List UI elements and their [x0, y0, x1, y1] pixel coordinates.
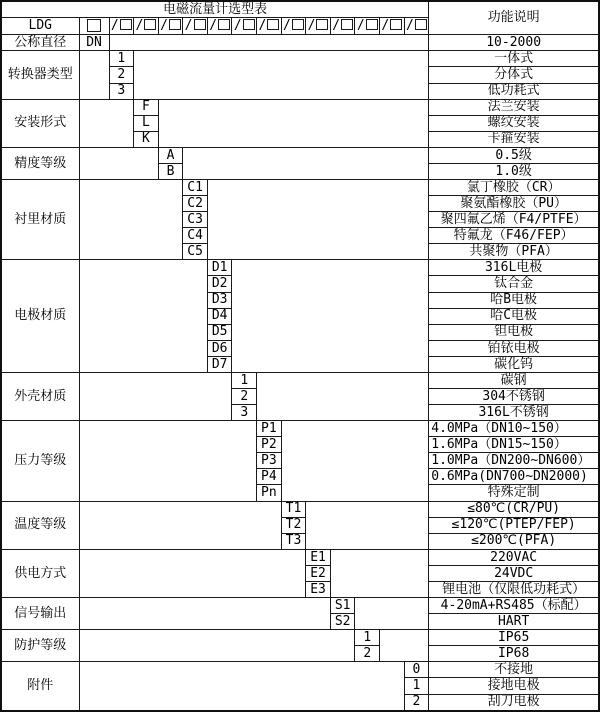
model-slot-cell [355, 18, 380, 35]
option-description: 哈C电极 [429, 308, 599, 324]
empty-square-icon [390, 19, 402, 30]
model-slot-cell [158, 18, 183, 35]
option-description: 刮刀电极 [429, 694, 599, 711]
slash-separator: / [332, 18, 341, 34]
option-description: 316L不锈钢 [429, 405, 599, 421]
selection-table-body [1, 1, 599, 711]
category-label: 信号输出 [1, 598, 79, 630]
spacer-cell [330, 549, 428, 597]
slash-separator: / [110, 18, 119, 34]
model-slot-cell [134, 18, 159, 35]
option-code: P1 [257, 421, 282, 437]
category-label: 转换器类型 [1, 51, 79, 99]
option-code: E1 [306, 549, 331, 565]
empty-square-icon [415, 19, 427, 30]
spacer-cell [79, 260, 207, 373]
empty-square-icon [218, 19, 230, 30]
model-slot-cell [183, 18, 208, 35]
option-description: 氯丁橡胶（CR） [429, 180, 599, 196]
option-code: D5 [207, 324, 232, 340]
option-description: HART [429, 614, 599, 630]
option-code: 2 [232, 389, 257, 405]
empty-square-icon [169, 19, 181, 30]
option-code: D6 [207, 340, 232, 356]
slash-separator: / [209, 18, 218, 34]
option-code: F [134, 99, 159, 115]
option-description: 哈B电极 [429, 292, 599, 308]
option-description: ≤120℃(PTEP/FEP) [429, 517, 599, 533]
option-code: K [134, 131, 159, 147]
option-description: 铂铱电极 [429, 340, 599, 356]
category-label: 电极材质 [1, 260, 79, 373]
option-code: A [158, 147, 183, 163]
empty-square-icon [366, 19, 378, 30]
option-description: 特氟龙（F46/FEP） [429, 228, 599, 244]
option-code: C2 [183, 196, 208, 212]
option-code: P2 [257, 437, 282, 453]
option-code: L [134, 115, 159, 131]
table-title: 电磁流量计选型表 [1, 1, 429, 18]
spacer-cell [79, 662, 404, 711]
spacer-cell [79, 51, 109, 99]
option-code: B [158, 163, 183, 179]
category-label: 防护等级 [1, 630, 79, 662]
option-description: 316L电极 [429, 260, 599, 276]
option-description: 0.5级 [429, 147, 599, 163]
spacer-cell [79, 180, 183, 260]
spacer-cell [207, 180, 428, 260]
option-description: 钽电极 [429, 324, 599, 340]
empty-square-icon [267, 19, 279, 30]
category-label: 衬里材质 [1, 180, 79, 260]
option-description: 4.0MPa（DN10~150） [429, 421, 599, 437]
model-slot-cell [207, 18, 232, 35]
option-description: IP68 [429, 646, 599, 662]
model-slot-cell [257, 18, 282, 35]
spacer-cell [355, 598, 429, 630]
option-code: Pn [257, 485, 282, 501]
empty-square-icon [292, 19, 304, 30]
option-code: C4 [183, 228, 208, 244]
empty-square-icon [194, 19, 206, 30]
spacer-cell [109, 35, 429, 51]
option-code: P4 [257, 469, 282, 485]
spacer-cell [79, 147, 158, 179]
option-code: S1 [330, 598, 355, 614]
category-label: 外壳材质 [1, 372, 79, 420]
option-code: C1 [183, 180, 208, 196]
option-description: 螺纹安装 [429, 115, 599, 131]
category-label: 安装形式 [1, 99, 79, 147]
spacer-cell [306, 501, 429, 549]
model-prefix: LDG [1, 18, 79, 35]
option-description: 220VAC [429, 549, 599, 565]
option-description: 不接地 [429, 662, 599, 678]
model-slot-cell [380, 18, 405, 35]
option-code: 1 [355, 630, 380, 646]
model-digit-box [79, 18, 109, 35]
option-description: 钛合金 [429, 276, 599, 292]
spacer-cell [79, 549, 306, 597]
option-code: 2 [404, 694, 429, 711]
option-description: 1.0级 [429, 163, 599, 179]
spacer-cell [79, 501, 281, 549]
option-description: 碳钢 [429, 372, 599, 388]
option-code: T2 [281, 517, 306, 533]
option-description: 1.0MPa（DN200~DN600） [429, 453, 599, 469]
empty-square-icon [243, 19, 255, 30]
slash-separator: / [160, 18, 168, 34]
option-description: ≤200℃(PFA) [429, 533, 599, 549]
option-code: C5 [183, 244, 208, 260]
slash-separator: / [233, 18, 242, 34]
option-code: 2 [109, 67, 134, 83]
empty-square-icon [144, 19, 156, 30]
spacer-cell [79, 372, 232, 420]
spacer-cell [183, 147, 429, 179]
spacer-cell [79, 99, 134, 147]
model-slot-cell [109, 18, 134, 35]
slash-separator: / [406, 18, 414, 34]
slash-separator: / [356, 18, 365, 34]
option-description: 0.6MPa(DN700~DN2000) [429, 469, 599, 485]
option-code: P3 [257, 453, 282, 469]
option-code: E3 [306, 581, 331, 597]
option-description: 低功耗式 [429, 83, 599, 99]
option-code: T1 [281, 501, 306, 517]
empty-square-icon [120, 19, 132, 30]
spacer-cell [380, 630, 429, 662]
option-code: DN [79, 35, 109, 51]
empty-square-icon [341, 19, 353, 30]
option-description: 锂电池（仅限低功耗式） [429, 581, 599, 597]
function-column-header: 功能说明 [429, 1, 599, 35]
option-description: 卡箍安装 [429, 131, 599, 147]
spacer-cell [79, 421, 257, 501]
option-description: 法兰安装 [429, 99, 599, 115]
option-description: 304不锈钢 [429, 389, 599, 405]
slash-separator: / [307, 18, 316, 34]
empty-square-icon [87, 19, 101, 32]
option-code: E2 [306, 565, 331, 581]
option-code: 1 [109, 51, 134, 67]
empty-square-icon [316, 19, 328, 30]
option-code: D7 [207, 356, 232, 372]
option-description: 10-2000 [429, 35, 599, 51]
slash-separator: / [283, 18, 291, 34]
category-label: 供电方式 [1, 549, 79, 597]
model-slot-cell [330, 18, 355, 35]
category-label: 精度等级 [1, 147, 79, 179]
option-code: D3 [207, 292, 232, 308]
spacer-cell [257, 372, 429, 420]
option-code: 2 [355, 646, 380, 662]
option-description: 1.6MPa（DN15~150） [429, 437, 599, 453]
option-code: T3 [281, 533, 306, 549]
spacer-cell [232, 260, 429, 373]
model-slot-cell [306, 18, 331, 35]
slash-separator: / [135, 18, 144, 34]
option-code: 3 [109, 83, 134, 99]
option-description: 接地电极 [429, 678, 599, 694]
option-description: IP65 [429, 630, 599, 646]
spacer-cell [79, 630, 355, 662]
option-description: 特殊定制 [429, 485, 599, 501]
model-slot-cell [404, 18, 429, 35]
category-label: 附件 [1, 662, 79, 711]
option-code: D2 [207, 276, 232, 292]
option-description: 4-20mA+RS485（标配） [429, 598, 599, 614]
option-description: 碳化钨 [429, 356, 599, 372]
option-description: 聚氨酯橡胶（PU） [429, 196, 599, 212]
option-description: ≤80℃(CR/PU) [429, 501, 599, 517]
option-description: 分体式 [429, 67, 599, 83]
option-code: C3 [183, 212, 208, 228]
option-description: 24VDC [429, 565, 599, 581]
slash-separator: / [258, 18, 267, 34]
option-description: 共聚物（PFA） [429, 244, 599, 260]
model-slot-cell [281, 18, 306, 35]
option-code: S2 [330, 614, 355, 630]
option-code: D1 [207, 260, 232, 276]
spacer-cell [281, 421, 429, 501]
spacer-cell [134, 51, 429, 99]
spacer-cell [158, 99, 429, 147]
category-label: 公称直径 [1, 35, 79, 51]
option-code: 3 [232, 405, 257, 421]
option-code: 1 [232, 372, 257, 388]
option-code: D4 [207, 308, 232, 324]
category-label: 压力等级 [1, 421, 79, 501]
slash-separator: / [184, 18, 193, 34]
option-code: 0 [404, 662, 429, 678]
category-label: 温度等级 [1, 501, 79, 549]
spacer-cell [79, 598, 330, 630]
option-code: 1 [404, 678, 429, 694]
option-description: 聚四氟乙烯（F4/PTFE） [429, 212, 599, 228]
option-description: 一体式 [429, 51, 599, 67]
slash-separator: / [381, 18, 390, 34]
model-slot-cell [232, 18, 257, 35]
